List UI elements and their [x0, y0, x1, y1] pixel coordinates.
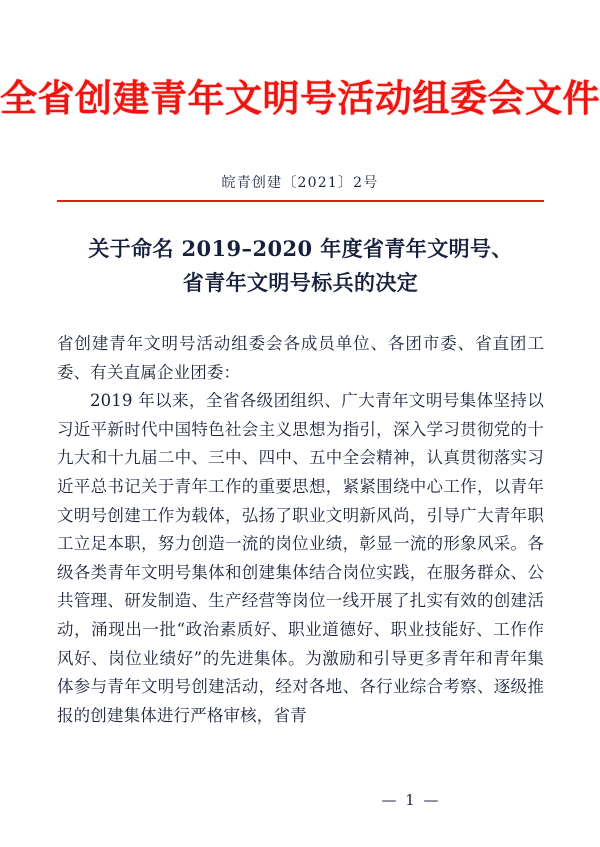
body-addressee: 省创建青年文明号活动组委会各成员单位、各团市委、省直团工委、有关直属企业团委： — [57, 334, 544, 382]
document-subject-heading — [57, 232, 544, 300]
document-number: 皖青创建〔2021〕2号 — [221, 175, 379, 191]
masthead — [0, 74, 600, 122]
document-masthead-title: 全省创建青年文明号活动组委会文件 — [0, 76, 600, 120]
masthead-red-rule — [57, 200, 544, 202]
body-paragraph-1: 2019 年以来，全省各级团组织、广大青年文明号集体坚持以习近平新时代中国特色社会主义思想为指引，深入学习贯彻党的十九大和十九届二中、三中、四中、五中全会精神，认真贯彻落实习近平总书记关于青年工作的重要思想，紧紧围绕中心工作，以青年文明号创建工作为载体，弘扬了职业文明新风尚，引导广大青年职工立足本职，努力创造一流的岗位业绩，彰显一流的形象风采。各级各类青年文明号集体和创建集体结合岗位实践，在服务群众、公共管理、研发制造、生产经营等岗位一线开展了扎实有效的创建活动，涌现出一批“政治素质好、职业道德好、职业技能好、工作作风好、岗位业绩好”的先进集体。为激励和引导更多青年和青年集体参与青年文明号创建活动，经对各地、各行业综合考察、逐级推报的创建集体进行严格审核，省青 — [57, 391, 544, 725]
subject-heading-line-2: 省青年文明号标兵的决定 — [182, 270, 419, 295]
subject-heading-line-1: 关于命名 2019–2020 年度省青年文明号、 — [88, 236, 513, 261]
document-body — [57, 330, 544, 730]
page-number: — 1 — — [381, 791, 441, 809]
